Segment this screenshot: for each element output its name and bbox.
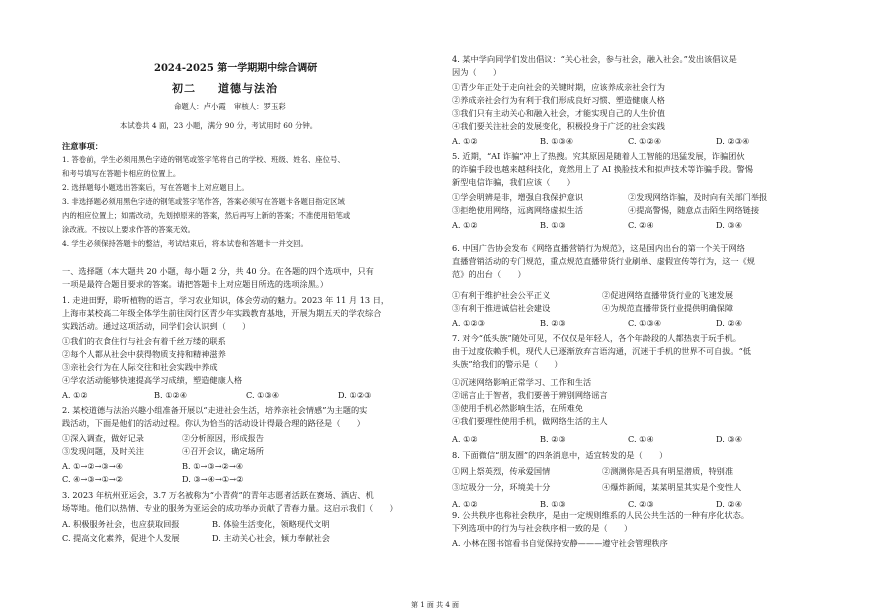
- q9-stem: 下列选项中的行为与社会秩序相一致的是（ ）: [452, 523, 633, 533]
- q2-stem: 践活动，下面是他们的活动过程。你认为恰当的活动设计得最合理的路径是（ ）: [62, 418, 365, 428]
- q5-item: ④提高警惕，随意点击陌生网络链接: [628, 205, 760, 215]
- q6-stem: 直播营销活动的专门规范，重点规范直播带货行业刷单、虚假宣传等行为，这一《规: [452, 256, 755, 266]
- q5-item: ①学会明辨是非，增强自我保护意识: [452, 192, 584, 202]
- q5-option-c[interactable]: C. ②④: [628, 220, 654, 230]
- q6-item: ③有利于推进诚信社会建设: [452, 303, 551, 313]
- exam-info: 本试卷共 4 面，23 小题，满分 90 分，考试用时 60 分钟。: [120, 121, 318, 130]
- q4-stem: 4. 某中学向同学们发出倡议：“关心社会，参与社会，融入社会。”发出该倡议是: [452, 54, 737, 64]
- q1-item: ③亲社会行为在人际交往和社会实践中养成: [62, 362, 218, 372]
- q6-option-c[interactable]: C. ①③④: [628, 318, 662, 328]
- section-heading: 一项是最符合题目要求的答案。请把答题卡上对应题目所选的选项涂黑。）: [62, 279, 329, 289]
- q6-stem: 6. 中国广告协会发布《网络直播营销行为规范》，这是国内出台的第一个关于网络: [452, 243, 745, 253]
- q2-option-b[interactable]: B. ①→③→②→④: [182, 461, 244, 471]
- q6-option-b[interactable]: B. ②③: [540, 318, 566, 328]
- q1-item: ①我们的衣食住行与社会有着千丝万缕的联系: [62, 336, 226, 346]
- section-heading: 一、选择题（本大题共 20 小题，每小题 2 分，共 40 分。在各题的四个选项中，只有: [62, 266, 374, 276]
- q2-option-a[interactable]: A. ①→②→③→④: [62, 461, 124, 471]
- q7-option-a[interactable]: A. ①②: [452, 434, 478, 444]
- exam-title: 2024-2025 第一学期期中综合调研: [154, 63, 318, 74]
- page-footer: 第 1 面 共 4 面: [410, 601, 460, 609]
- q2-item: ③发现问题，及时关注: [62, 446, 144, 456]
- q3-option-b[interactable]: B. 体验生活变化，领略现代文明: [212, 519, 330, 529]
- exam-grade: 初二: [172, 82, 196, 95]
- notes-heading: 注意事项：: [62, 141, 103, 151]
- q4-item: ③我们只有主动关心和融入社会，才能实现自己的人生价值: [452, 108, 665, 118]
- q4-option-a[interactable]: A. ①②: [452, 136, 478, 146]
- q6-item: ②促进网络直播带货行业的飞速发展: [602, 290, 734, 300]
- q8-item: ④爆炸新闻，某某明星其实是个变性人: [602, 482, 742, 492]
- q3-stem: 3. 2023 年杭州亚运会，3.7 万名被称为“小青荷”的青年志愿者活跃在赛场、酒店、机: [62, 490, 374, 500]
- q7-item: ②谣言止于智者，我们要善于辨别网络谣言: [452, 390, 608, 400]
- q3-stem: 场等地。他们以热情、专业的服务为亚运会的成功举办贡献了青春力量。这启示我们（ ）: [62, 503, 398, 513]
- notes-line: 1. 答卷前，学生必须用黑色字迹的钢笔或签字笔将自己的学校、班级、姓名、座位号、: [62, 155, 345, 164]
- q6-option-a[interactable]: A. ①②③: [452, 318, 486, 328]
- q9-stem: 9. 公共秩序也称社会秩序，是由一定规则维系的人民公共生活的一种有序化状态。: [452, 510, 749, 520]
- q7-item: ③使用手机必然影响生活，在所难免: [452, 403, 584, 413]
- notes-line: 3. 非选择题必须用黑色字迹的钢笔或签字笔作答，答案必须写在答题卡各题目指定区域: [62, 197, 345, 206]
- q5-item: ②发现网络诈骗，及时向有关部门举报: [628, 192, 768, 202]
- notes-line: 和考号填写在答题卡相应的位置上。: [62, 169, 181, 178]
- q8-option-c[interactable]: C. ②③: [628, 499, 654, 509]
- q7-stem: 7. 对今“低头族”随处可见，不仅仅是年轻人，各个年龄段的人都热衷于玩手机。: [452, 333, 741, 343]
- q1-stem: 上海市某校高二年级全体学生前往闵行区青少年实践教育基地，开展为期五天的学农综合: [62, 308, 382, 318]
- q7-option-d[interactable]: D. ③④: [716, 434, 743, 444]
- q8-item: ②测测你是否具有明星潜质，特别准: [602, 466, 734, 476]
- q4-item: ④我们要关注社会的发展变化，积极投身于广泛的社会实践: [452, 121, 665, 131]
- q4-option-d[interactable]: D. ②③④: [716, 136, 750, 146]
- q2-item: ①深入调查，做好记录: [62, 433, 144, 443]
- q5-stem: 新型电信诈骗，我们应该（ ）: [452, 177, 575, 187]
- q1-stem: 实践活动。通过这项活动，同学们会认识到（ ）: [62, 321, 251, 331]
- exam-subject: 道德与法治: [218, 82, 278, 95]
- q2-item: ④召开会议，确定场所: [182, 446, 264, 456]
- q1-option-c[interactable]: C. ①③④: [246, 390, 280, 400]
- exam-setter: 命题人：卢小霞: [174, 102, 226, 111]
- q5-option-a[interactable]: A. ①②: [452, 220, 478, 230]
- q7-stem: 头族”给我们的警示是（ ）: [452, 359, 563, 369]
- q5-option-b[interactable]: B. ①③: [540, 220, 566, 230]
- q7-stem: 由于过度依赖手机，现代人已逐渐放弃言语沟通，沉迷于手机的世界不可自拔。“低: [452, 346, 751, 356]
- q1-item: ④学农活动能够快速提高学习成绩，塑造健康人格: [62, 375, 243, 385]
- q3-option-c[interactable]: C. 提高文化素养，促进个人发展: [62, 533, 180, 543]
- q4-item: ②养成亲社会行为有利于我们形成良好习惯、塑造健康人格: [452, 95, 665, 105]
- q5-stem: 5. 近期，“AI 诈骗”冲上了热搜。究其原因是随着人工智能的迅猛发展，诈骗团伙: [452, 151, 745, 161]
- notes-line: 2. 选择题每小题选出答案后，写在答题卡上对应题目上。: [62, 183, 249, 192]
- q7-option-c[interactable]: C. ①④: [628, 434, 654, 444]
- q8-item: ①网上祭英烈，传承爱国情: [452, 466, 551, 476]
- q4-stem: 因为（ ）: [452, 67, 502, 77]
- q3-option-d[interactable]: D. 主动关心社会，倾力奉献社会: [212, 533, 330, 543]
- q8-option-a[interactable]: A. ①②: [452, 499, 478, 509]
- q2-option-c[interactable]: C. ④→③→①→②: [62, 474, 124, 484]
- q2-stem: 2. 某校道德与法治兴趣小组准备开展以“走进社会生活，培养亲社会情感”为主题的实: [62, 405, 368, 415]
- q5-stem: 的诈骗手段也越来越科技化，竟然用上了 AI 换脸技术和拟声技术等诈骗手段。警惕: [452, 164, 753, 174]
- notes-line: 涂改液。不按以上要求作答的答案无效。: [62, 225, 196, 234]
- q1-item: ②每个人都从社会中获得物质支持和精神滋养: [62, 349, 226, 359]
- q9-option-a[interactable]: A. 小林在图书馆看书自觉保持安静———遵守社会管理秩序: [452, 538, 668, 548]
- q8-item: ③垃圾分一分，环境美十分: [452, 482, 551, 492]
- q1-stem: 1. 走进田野，聆听植物的语言，学习农业知识，体会劳动的魅力。2023 年 11 月 13 日，: [62, 295, 390, 305]
- q4-option-b[interactable]: B. ①③④: [540, 136, 574, 146]
- q1-option-d[interactable]: D. ①②③: [338, 390, 372, 400]
- q4-item: ①青少年正处于走向社会的关键时期，应该养成亲社会行为: [452, 82, 665, 92]
- q8-stem: 8. 下面微信“朋友圈”的四条消息中，适宜转发的是（ ）: [452, 450, 668, 460]
- q4-option-c[interactable]: C. ①②④: [628, 136, 662, 146]
- exam-reviewer: 审核人：罗玉彩: [234, 102, 286, 111]
- q6-item: ④为规范直播带货行业提供明确保障: [602, 303, 734, 313]
- notes-line: 内的相应位置上；如需改动，先划掉原来的答案，然后再写上新的答案；不准使用铅笔或: [62, 211, 351, 220]
- q7-option-b[interactable]: B. ②③: [540, 434, 566, 444]
- q5-item: ③拒绝使用网络，远离网络虚拟生活: [452, 205, 584, 215]
- q2-item: ②分析原因，形成报告: [182, 433, 264, 443]
- q3-option-a[interactable]: A. 积极服务社会，也应获取回报: [62, 519, 180, 529]
- q6-stem: 范》的出台（ ）: [452, 269, 526, 279]
- q7-item: ④我们要理性使用手机，做网络生活的主人: [452, 416, 608, 426]
- q8-option-b[interactable]: B. ①③: [540, 499, 566, 509]
- notes-line: 4. 学生必须保持答题卡的整洁，考试结束后，将本试卷和答题卡一并交回。: [62, 239, 308, 248]
- q2-option-d[interactable]: D. ③→④→①→②: [182, 474, 244, 484]
- q1-option-b[interactable]: B. ①②④: [154, 390, 188, 400]
- q6-item: ①有利于维护社会公平正义: [452, 290, 551, 300]
- q1-option-a[interactable]: A. ①②: [62, 390, 88, 400]
- q8-option-d[interactable]: D. ②④: [716, 499, 743, 509]
- q7-item: ①沉迷网络影响正常学习、工作和生活: [452, 377, 592, 387]
- q6-option-d[interactable]: D. ②④: [716, 318, 743, 328]
- q5-option-d[interactable]: D. ③④: [716, 220, 743, 230]
